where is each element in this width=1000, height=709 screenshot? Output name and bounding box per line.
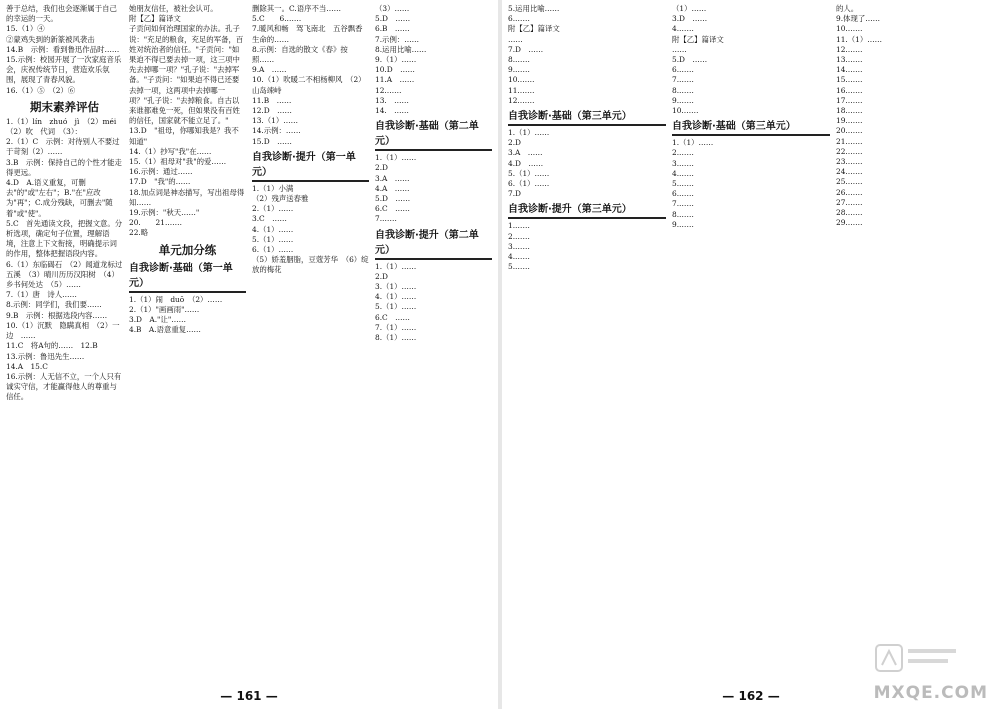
answer-line: 善于总结，我们也会逐渐属于自己的幸运的一天。 — [6, 4, 117, 24]
answer-list — [375, 4, 492, 116]
answer-line: 25.…… — [836, 177, 863, 187]
answer-list — [252, 4, 369, 147]
answer-line: 7.D — [508, 189, 521, 199]
page-number-left: — 161 — — [220, 689, 278, 703]
section-subheading-unit3-basic-2: 自我诊断·基础（第三单元） — [672, 119, 830, 136]
left-column-1 — [6, 4, 123, 670]
answer-line: 27.…… — [836, 197, 863, 207]
answer-line: 7.（1）…… — [375, 322, 417, 332]
answer-line: 1.…… — [508, 221, 530, 231]
answer-line: 23.…… — [836, 157, 863, 167]
answer-line: 2.（1）…… — [252, 204, 294, 214]
answer-line: 7.D …… — [508, 44, 544, 54]
left-column-4 — [375, 4, 492, 670]
answer-line: 5.（1）…… — [508, 168, 550, 178]
answer-line: 的人。 — [836, 4, 859, 13]
section-subheading-unit3-advanced: 自我诊断·提升（第三单元） — [508, 202, 666, 219]
answer-line: （5）娇羞胭脂，豆蔻芳华 （6）绽放的梅花 — [252, 255, 369, 275]
answer-line: 5.（1）…… — [252, 234, 294, 244]
answer-line: 14.示例：…… — [252, 126, 301, 136]
answer-line: 26.…… — [836, 187, 863, 197]
answer-line: 4.D …… — [508, 158, 544, 168]
answer-line: 17.D "我"的…… — [129, 177, 191, 187]
answer-list — [6, 117, 123, 403]
left-column-2 — [129, 4, 246, 670]
answer-line: 2.…… — [672, 148, 694, 158]
answer-line: 13. …… — [375, 95, 409, 105]
answer-line: 2.D — [375, 163, 388, 173]
answer-line: 3.D …… — [672, 14, 708, 24]
answer-line: 13.D "祖母，你哪知我是？我不知道" — [129, 126, 239, 146]
answer-line: 28.…… — [836, 208, 863, 218]
answer-line: 1.（1）lín zhuó jì （2）méi — [6, 116, 117, 126]
answer-line: 3.D A."让"…… — [129, 315, 187, 325]
answer-line: 4.…… — [672, 24, 694, 34]
answer-list — [129, 295, 246, 336]
answer-line: 3.B 示例：保持自己的个性才能走得更远。 — [6, 157, 122, 177]
answer-line: 5.C 6.…… — [252, 14, 302, 24]
answer-line: 6.C …… — [375, 312, 410, 322]
answer-line: 15.（1）祖母对"我"的爱…… — [129, 157, 227, 167]
answer-line: 9.A …… — [252, 65, 287, 75]
answer-line: 2.…… — [508, 231, 530, 241]
answer-line: 5.…… — [508, 262, 530, 272]
answer-line: 16.示例：人无信不立，一个人只有诚实守信，才能赢得他人的尊重与信任。 — [6, 371, 122, 402]
answer-line: 3.…… — [508, 241, 530, 251]
answer-line: 13.示例：鲁迅先生…… — [6, 351, 85, 361]
answer-line: 12.D …… — [252, 106, 292, 116]
answer-line: 9.…… — [672, 219, 694, 229]
answer-line: 删除其一。C.语序不当…… — [252, 4, 342, 13]
answer-line: 7.…… — [375, 214, 397, 224]
answer-line: 11.C 将A句的…… 12.B — [6, 341, 98, 351]
answer-line: 9.（1）…… — [375, 55, 417, 65]
answer-line: 10.（1）沉默 隐瞒真相 （2）一边 …… — [6, 320, 120, 341]
answer-line: 5.C 首先通读文段，把握文意。分析选项，确定句子位置，理解语境，注意上下文衔接，明确提示词的作用，整体把握语段内容。 — [6, 218, 123, 259]
answer-line: 3.C …… — [252, 214, 287, 224]
answer-list — [6, 4, 123, 96]
answer-line: 4.（1）…… — [252, 224, 294, 234]
answer-line: 12.…… — [375, 85, 402, 95]
answer-line: 22.…… — [836, 146, 863, 156]
answer-line: 6.（1）东临碣石 （2）闻道龙标过五溪 （3）晴川历历汉阳树 （4）乡书何处达 （5）…… — [6, 259, 123, 290]
left-column-3 — [252, 4, 369, 670]
answer-line: （1）…… — [672, 4, 707, 13]
answer-line: 4.（1）…… — [375, 292, 417, 302]
answer-list — [672, 4, 830, 116]
answer-line: 14.…… — [836, 65, 863, 75]
answer-list — [672, 138, 830, 230]
answer-list — [252, 184, 369, 276]
answer-line: 18.加点词是神态描写，写出祖母得知…… — [129, 187, 245, 207]
answer-line: 5.运用比喻…… — [508, 4, 560, 13]
answer-line: 9.…… — [508, 65, 530, 75]
answer-line: 2.D — [508, 138, 521, 148]
answer-line: 2.（1）"画画雨"…… — [129, 304, 200, 314]
answer-line: 9.体现了…… — [836, 14, 881, 24]
answer-line: …… — [508, 34, 523, 44]
answer-line: 10.…… — [836, 24, 863, 34]
answer-line: 6.…… — [508, 14, 530, 24]
answer-line: 4.A …… — [375, 183, 410, 193]
answer-line: 16.（1）⑤ （2）⑥ — [6, 85, 76, 95]
answer-line: 9.…… — [672, 95, 694, 105]
answer-line: 20. 21.…… — [129, 218, 183, 228]
section-subheading-unit2-basic: 自我诊断·基础（第二单元） — [375, 119, 492, 151]
section-subheading-unit2-advanced: 自我诊断·提升（第二单元） — [375, 228, 492, 260]
answer-line: ②蒙鸡失到的新篆被风袭击 — [6, 34, 95, 44]
answer-line: 20.…… — [836, 126, 863, 136]
answer-line: 8.…… — [672, 85, 694, 95]
answer-line: 1.（1）…… — [375, 153, 417, 163]
page-number-right: — 162 — — [722, 689, 780, 703]
answer-line: （2）吹 代词 （3）： — [6, 127, 82, 137]
answer-line: 13.（1）…… — [252, 116, 299, 126]
answer-line: 13.…… — [836, 55, 863, 65]
answer-list — [836, 4, 994, 228]
answer-list — [129, 4, 246, 239]
section-heading-unit-bonus: 单元加分练 — [158, 242, 217, 257]
answer-line: 7.示例：…… — [375, 34, 420, 44]
answer-line: 15.…… — [836, 75, 863, 85]
answer-list — [375, 262, 492, 344]
right-column-2 — [672, 4, 830, 670]
answer-line: 19.…… — [836, 116, 863, 126]
answer-line: 1.（1）闹 duō （2）…… — [129, 294, 223, 304]
answer-line: 6.（1）…… — [252, 245, 294, 255]
answer-line: 6.B …… — [375, 24, 410, 34]
answer-line: 附【乙】篇译文 — [672, 34, 724, 44]
answer-line: 5.D …… — [375, 14, 411, 24]
answer-line: 15.示例：校园开展了一次家庭音乐会，庆祝传统节日，营造欢乐氛围，展现了青春风貌。 — [6, 55, 122, 85]
answer-line: 3.A …… — [375, 173, 410, 183]
answer-line: 8.…… — [672, 209, 694, 219]
answer-line: 4.B A.语意重复…… — [129, 325, 201, 335]
answer-line: 19.示例："秋天……" — [129, 208, 200, 218]
answer-line: 2.D — [375, 271, 388, 281]
answer-line: 14.B 示例：看到鲁迅作品时…… — [6, 44, 120, 54]
answer-line: 10.D …… — [375, 65, 415, 75]
answer-line: 12.…… — [508, 95, 535, 105]
answer-line: 14.（1）抄写"我"在…… — [129, 146, 212, 156]
answer-line: 4.…… — [508, 252, 530, 262]
answer-list — [508, 4, 666, 106]
answer-line: 5.（1）…… — [375, 302, 417, 312]
section-heading-final-assessment: 期末素养评估 — [30, 99, 99, 114]
answer-line: 6.…… — [672, 65, 694, 75]
answer-line: 11.B …… — [252, 95, 292, 105]
answer-line: 附【乙】篇译文 — [508, 24, 560, 34]
section-subheading-unit3-basic: 自我诊断·基础（第三单元） — [508, 109, 666, 126]
answer-line: 6.…… — [672, 189, 694, 199]
answer-line: 子贡问如何治理国家的办法。孔子说："充足的粮食，充足的军备，百姓对统治者的信任。"子贡问："如果迫不得已要去掉一项，这三项中先去掉哪一项？"孔子说："去掉军备。"子贡问："如果迫不得已还要去掉一项，这两项中去掉哪一项？"孔子说："去掉粮食。自古以来谁都难免一死，但如果没有百姓的信任，国家就不能立足了。" — [129, 24, 244, 126]
left-page — [0, 0, 498, 709]
answer-line: 1.（1）小满 — [252, 183, 294, 193]
answer-line: 8.（1）…… — [375, 333, 417, 343]
answer-line: 7.（1）唐 诗人…… — [6, 290, 77, 300]
answer-line: 8.示例：同学们，我们要…… — [6, 300, 102, 310]
answer-line: 21.…… — [836, 136, 863, 146]
answer-list — [508, 128, 666, 199]
answer-line: 11.（1）…… — [836, 34, 883, 44]
answer-line: 16.…… — [836, 85, 863, 95]
answer-line: 3.A …… — [508, 148, 543, 158]
answer-line: 24.…… — [836, 167, 863, 177]
answer-line: 15.D …… — [252, 136, 292, 146]
watermark-text: MXQE.COM — [873, 683, 988, 703]
answer-line: 2.（1）C 示例：对待别人不要过于苛刻（2）…… — [6, 137, 120, 157]
watermark-logo-icon — [874, 639, 960, 679]
answer-line: 9.B 示例：根据选段内容…… — [6, 310, 108, 320]
answer-list — [375, 153, 492, 224]
answer-line: 15.（1）④ — [6, 24, 45, 34]
answer-line: 10.…… — [672, 106, 699, 116]
answer-line: 7.…… — [672, 75, 694, 85]
answer-line: 6.C …… — [375, 204, 410, 214]
answer-line: 8.运用比喻…… — [375, 44, 427, 54]
section-subheading-unit1-advanced: 自我诊断·提升（第一单元） — [252, 150, 369, 182]
answer-line: 5.D …… — [375, 194, 411, 204]
section-subheading-unit1-basic: 自我诊断·基础（第一单元） — [129, 261, 246, 293]
answer-line: 8.…… — [508, 55, 530, 65]
answer-line: 5.…… — [672, 179, 694, 189]
right-page — [502, 0, 1000, 709]
answer-line: 3.…… — [672, 158, 694, 168]
answer-line: 1.（1）…… — [375, 261, 417, 271]
right-column-1 — [508, 4, 666, 670]
answer-line: 10.…… — [508, 75, 535, 85]
answer-line: 14. …… — [375, 106, 409, 116]
answer-line: 5.D …… — [672, 55, 708, 65]
answer-line: 附【乙】篇译文 — [129, 14, 181, 24]
answer-line: 16.示例：通过…… — [129, 167, 193, 177]
answer-line: 8.示例：自选的散文《春》按照…… — [252, 44, 348, 65]
answer-line: 1.（1）…… — [672, 138, 714, 148]
answer-line: 7.暖风和畅 驾飞南北 五谷飘香 生命的…… — [252, 24, 370, 44]
answer-line: 4.…… — [672, 168, 694, 178]
answer-line: 7.…… — [672, 199, 694, 209]
answer-line: 29.…… — [836, 218, 863, 228]
answer-line: 14.A 15.C — [6, 361, 48, 371]
answer-list — [508, 221, 666, 272]
answer-line: 18.…… — [836, 106, 863, 116]
answer-line: 12.…… — [836, 44, 863, 54]
answer-line: 10.（1）吹暖二不相杨柳风 （2）山岛竦峙 — [252, 75, 366, 95]
answer-line: 她朋友信任，被社会认可。 — [129, 4, 218, 13]
answer-line: …… — [672, 44, 687, 54]
right-column-3 — [836, 4, 994, 670]
answer-line: 6.（1）…… — [508, 179, 550, 189]
answer-line: 1.（1）…… — [508, 128, 550, 138]
answer-line: 11.…… — [508, 85, 535, 95]
answer-line: 4.D A.语义重复，可删去"的"或"左右"；B."在"应改为"再"；C.成分残缺，可删去"随着"或"使"。 — [6, 178, 113, 218]
answer-line: （2）残声送春雅 — [252, 194, 309, 204]
answer-line: 22.略 — [129, 228, 149, 238]
answer-line: 11.A …… — [375, 75, 415, 85]
answer-line: 17.…… — [836, 95, 863, 105]
answer-line: （3）…… — [375, 4, 410, 13]
answer-line: 3.（1）…… — [375, 282, 417, 292]
